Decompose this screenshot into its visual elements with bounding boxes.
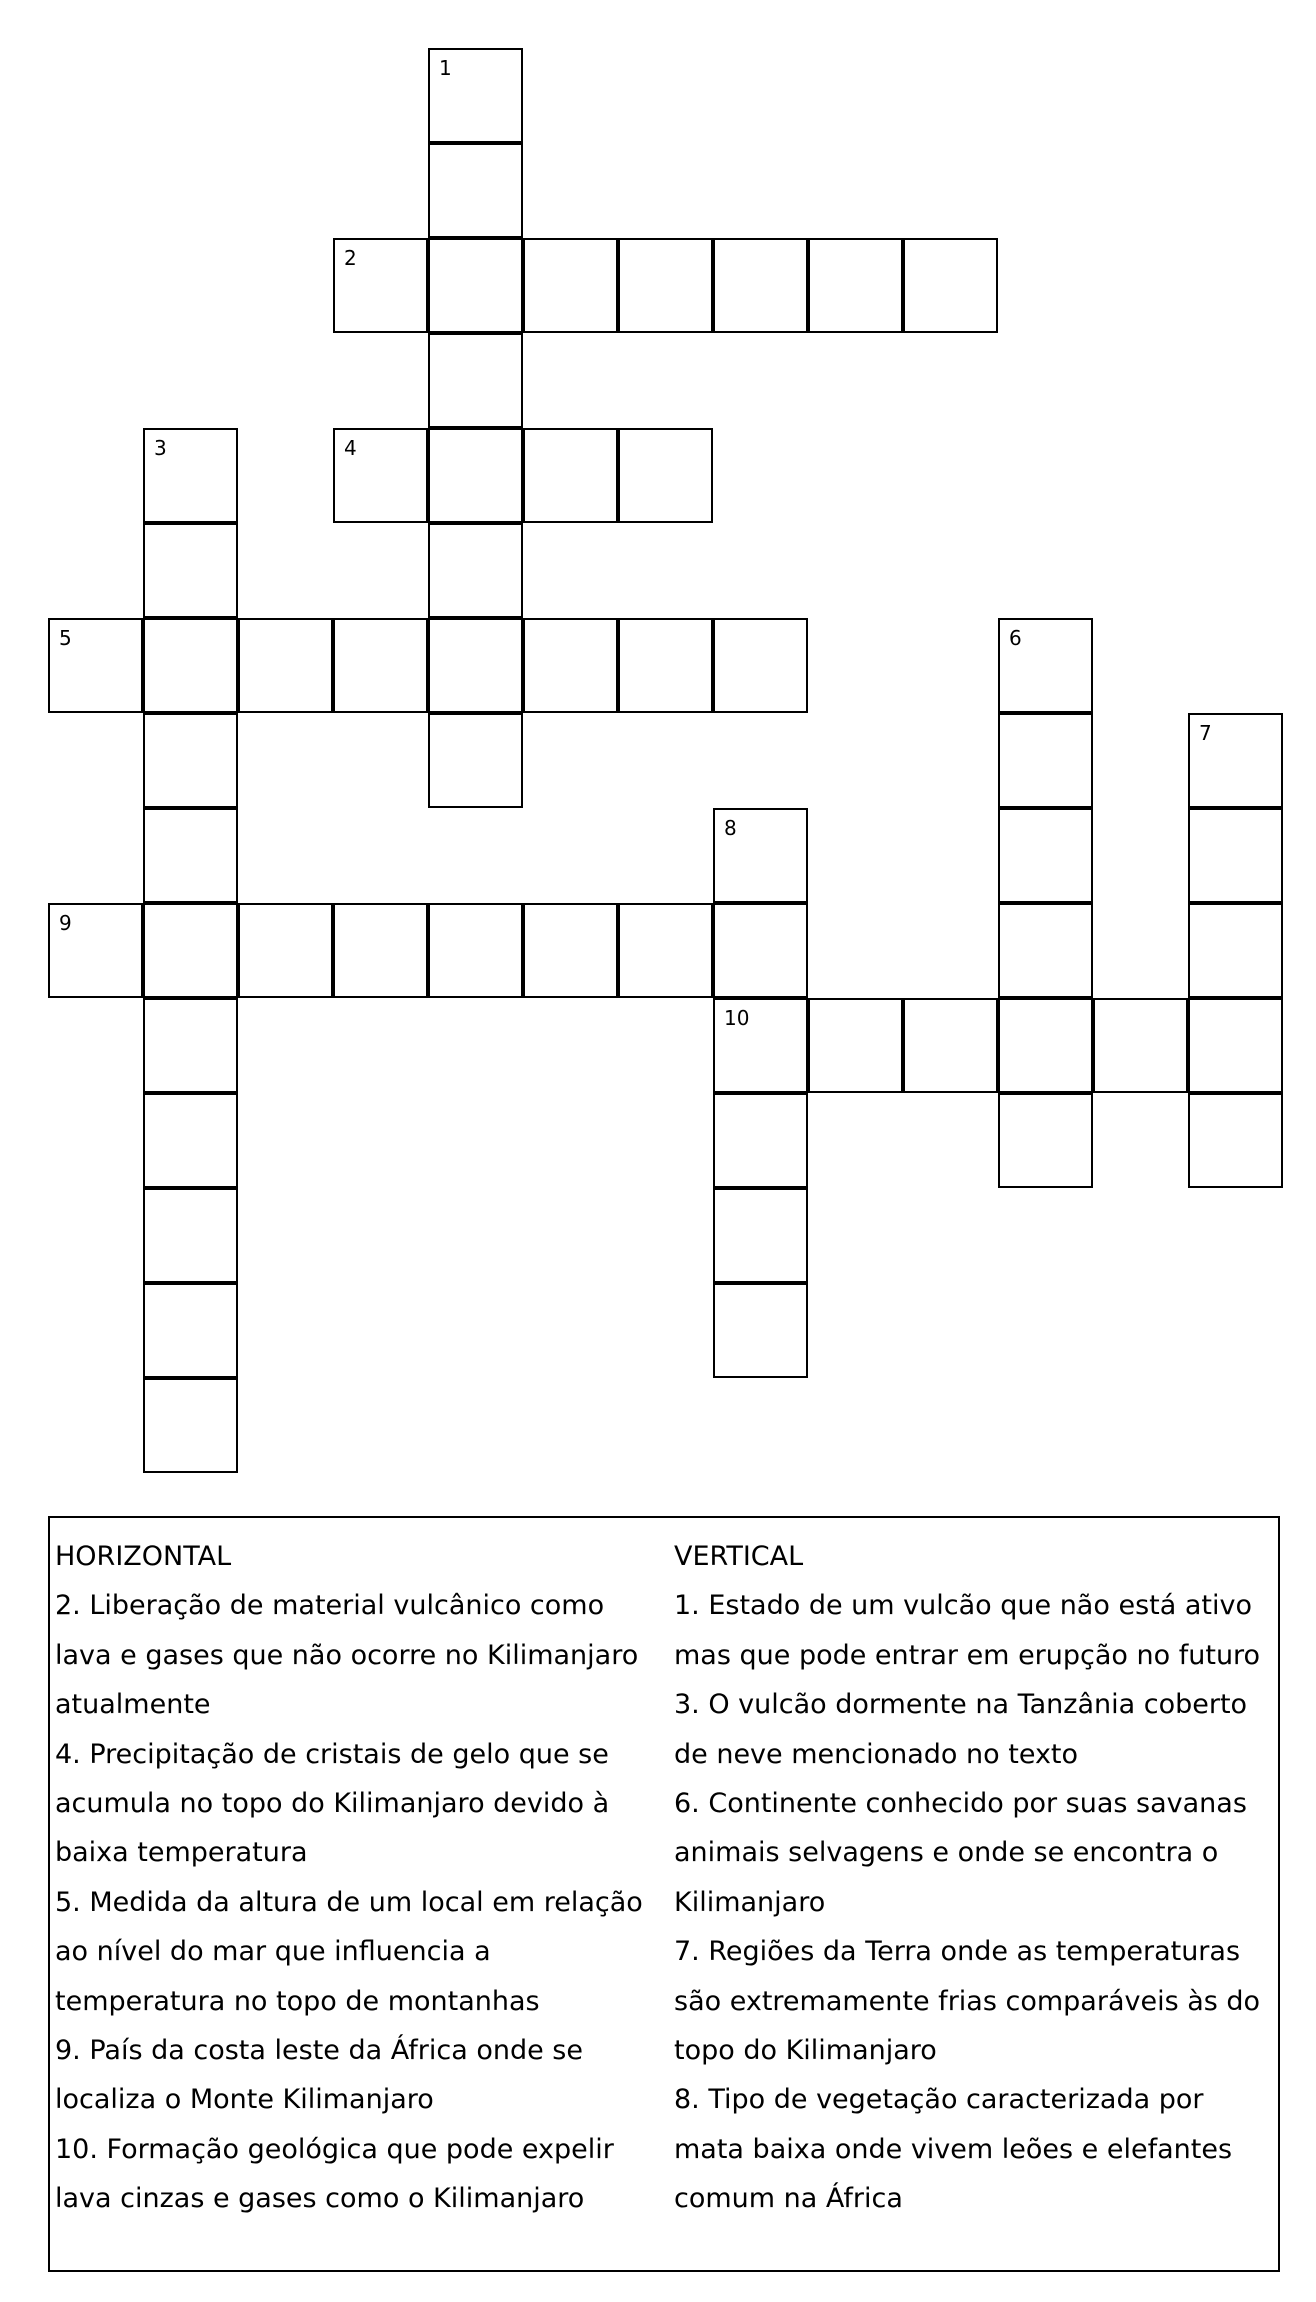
grid-cell[interactable] [1188,808,1283,903]
grid-cell[interactable] [903,998,998,1093]
grid-cell[interactable] [143,903,238,998]
grid-cell[interactable] [143,428,238,523]
grid-cell[interactable] [618,618,713,713]
grid-cell[interactable] [618,238,713,333]
grid-cell[interactable] [523,238,618,333]
grid-cell[interactable] [1188,1093,1283,1188]
grid-cell[interactable] [998,1093,1093,1188]
grid-cell[interactable] [998,903,1093,998]
grid-cell[interactable] [808,998,903,1093]
vertical-clues [674,1532,1274,2224]
grid-cell[interactable] [618,903,713,998]
clue-across-5: 5. Medida da altura de um local em relação ao nível do mar que influencia a temperatura no topo de montanhas [55,1886,643,2017]
clue-across-2: 2. Liberação de material vulcânico como lava e gases que não ocorre no Kilimanjaro atualmente [55,1590,639,1721]
grid-cell[interactable] [48,618,143,713]
clue-number: 6 [1009,626,1022,650]
clues-panel [48,1516,1280,2272]
grid-cell[interactable] [713,1283,808,1378]
grid-cell[interactable] [143,713,238,808]
clue-across-10: 10. Formação geológica que pode expelir lava cinzas e gases como o Kilimanjaro [55,2133,614,2215]
grid-cell[interactable] [713,1093,808,1188]
clue-down-7: 7. Regiões da Terra onde as temperaturas são extremamente frias comparáveis às do topo do Kilimanjaro [674,1936,1261,2067]
grid-cell[interactable] [143,1188,238,1283]
grid-cell[interactable] [143,1378,238,1473]
grid-cell[interactable] [903,238,998,333]
grid-cell[interactable] [1188,713,1283,808]
clue-down-6: 6. Continente conhecido por suas savanas animais selvagens e onde se encontra o Kilimanjaro [674,1788,1247,1918]
grid-cell[interactable] [808,238,903,333]
grid-cell[interactable] [143,808,238,903]
clue-number: 4 [344,436,357,460]
grid-cell[interactable] [428,428,523,523]
grid-cell[interactable] [428,48,523,143]
grid-cell[interactable] [143,1093,238,1188]
clue-number: 7 [1199,721,1212,745]
grid-cell[interactable] [523,618,618,713]
grid-cell[interactable] [428,143,523,238]
grid-cell[interactable] [428,238,523,333]
grid-cell[interactable] [428,523,523,618]
vertical-heading: VERTICAL [674,1541,804,1572]
grid-cell[interactable] [713,998,808,1093]
clue-across-4: 4. Precipitação de cristais de gelo que se acumula no topo do Kilimanjaro devido à baixa temperatura [55,1738,610,1869]
grid-cell[interactable] [428,618,523,713]
horizontal-clues [55,1532,665,2224]
clue-number: 5 [59,626,72,650]
grid-cell[interactable] [713,903,808,998]
clue-number: 10 [724,1006,750,1030]
grid-cell[interactable] [1093,998,1188,1093]
clue-down-8: 8. Tipo de vegetação caracterizada por mata baixa onde vivem leões e elefantes comum na África [674,2084,1233,2215]
grid-cell[interactable] [143,523,238,618]
grid-cell[interactable] [998,618,1093,713]
grid-cell[interactable] [713,238,808,333]
grid-cell[interactable] [48,903,143,998]
grid-cell[interactable] [1188,903,1283,998]
grid-cell[interactable] [713,1188,808,1283]
grid-cell[interactable] [713,808,808,903]
grid-cell[interactable] [523,428,618,523]
grid-cell[interactable] [143,1283,238,1378]
grid-cell[interactable] [428,903,523,998]
clue-number: 9 [59,911,72,935]
clue-number: 3 [154,436,167,460]
grid-cell[interactable] [143,998,238,1093]
grid-cell[interactable] [333,238,428,333]
grid-cell[interactable] [618,428,713,523]
grid-cell[interactable] [238,618,333,713]
grid-cell[interactable] [333,428,428,523]
grid-cell[interactable] [713,618,808,713]
grid-cell[interactable] [238,903,333,998]
grid-cell[interactable] [333,903,428,998]
grid-cell[interactable] [428,713,523,808]
horizontal-heading: HORIZONTAL [55,1541,232,1572]
grid-cell[interactable] [998,808,1093,903]
grid-cell[interactable] [998,713,1093,808]
clue-down-1: 1. Estado de um vulcão que não está ativo mas que pode entrar em erupção no futuro [674,1590,1261,1671]
grid-cell[interactable] [998,998,1093,1093]
grid-cell[interactable] [333,618,428,713]
clue-down-3: 3. O vulcão dormente na Tanzânia coberto de neve mencionado no texto [674,1689,1248,1770]
clue-number: 2 [344,246,357,270]
clue-across-9: 9. País da costa leste da África onde se localiza o Monte Kilimanjaro [55,2035,583,2116]
clue-number: 1 [439,56,452,80]
grid-cell[interactable] [428,333,523,428]
grid-cell[interactable] [1188,998,1283,1093]
grid-cell[interactable] [523,903,618,998]
clue-number: 8 [724,816,737,840]
grid-cell[interactable] [143,618,238,713]
